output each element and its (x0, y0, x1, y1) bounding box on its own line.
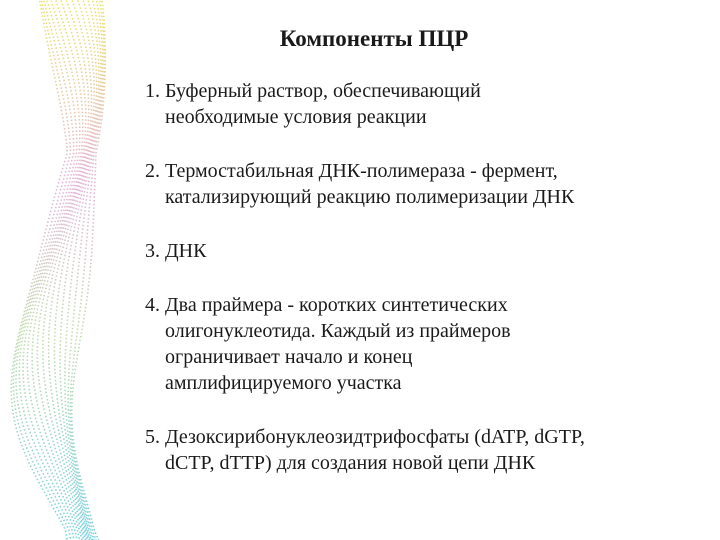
item-text (165, 292, 705, 396)
item-number: 4. (145, 294, 165, 316)
item-line: Два праймера - коротких синтетических (165, 294, 508, 316)
component-list (145, 78, 705, 476)
item-number: 5. (145, 426, 165, 448)
item-text (165, 238, 705, 264)
list-item (145, 158, 705, 210)
item-number: 3. (145, 240, 165, 262)
slide-title: Компоненты ПЦР (279, 26, 469, 51)
list-item (145, 424, 705, 476)
item-line: ограничивает начало и конец (165, 346, 413, 368)
item-line: Термостабильная ДНК-полимераза - фермент, (165, 160, 558, 182)
item-text (165, 78, 705, 130)
list-item (145, 292, 705, 396)
dotted-wave-ribbon-decoration (0, 0, 160, 540)
list-item (145, 238, 705, 264)
item-text (165, 424, 705, 476)
item-line: Дезоксирибонуклеозидтрифосфаты (dATP, dGTP, (165, 426, 585, 448)
item-line: катализирующий реакцию полимеризации ДНК (165, 186, 575, 208)
list-item (145, 78, 705, 130)
item-line: Буферный раствор, обеспечивающий (165, 80, 481, 102)
item-number: 1. (145, 80, 165, 102)
item-line: необходимые условия реакции (165, 106, 427, 128)
item-number: 2. (145, 160, 165, 182)
item-line: dCTP, dTTP) для создания новой цепи ДНК (165, 452, 536, 474)
item-line: ДНК (165, 240, 207, 262)
item-text (165, 158, 705, 210)
item-line: олигонуклеотида. Каждый из праймеров (165, 320, 511, 342)
item-line: амплифицируемого участка (165, 372, 402, 394)
